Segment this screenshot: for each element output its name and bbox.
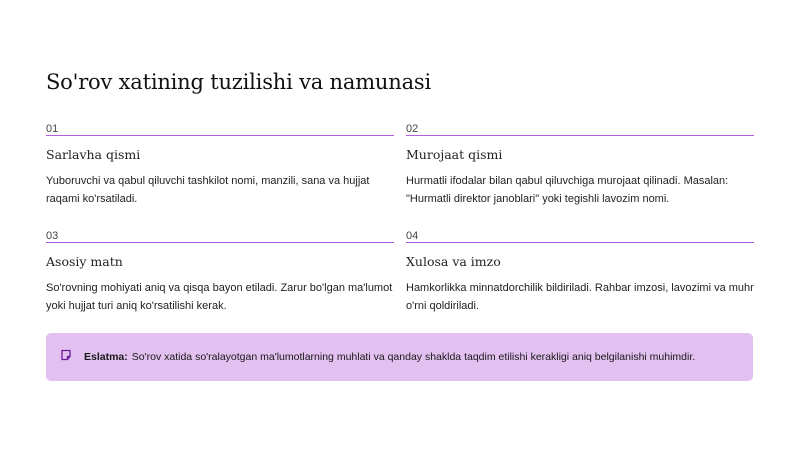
section-divider — [46, 135, 394, 136]
section-divider — [406, 242, 754, 243]
note-text: So'rov xatida so'ralayotgan ma'lumotlarning muhlati va qanday shaklda taqdim etilishi kerakligi aniq belgilanishi muhimdir. — [131, 351, 696, 363]
section-number — [46, 230, 394, 244]
section-text: Yuboruvchi va qabul qiluvchi tashkilot nomi, manzili, sana va hujjat raqami ko'rsatiladi. — [46, 175, 370, 205]
note-icon — [60, 349, 72, 361]
section-text: So'rovning mohiyati aniq va qisqa bayon etiladi. Zarur bo'lgan ma'lumot yoki hujjat turi aniq ko'rsatilishi kerak. — [46, 282, 393, 312]
section-number-label: 03 — [46, 230, 59, 242]
section-text: Hurmatli ifodalar bilan qabul qiluvchiga murojaat qilinadi. Masalan: "Hurmatli direktor janoblari" yoki tegishli lavozim nomi. — [406, 175, 729, 205]
section-text: Hamkorlikka minnatdorchilik bildiriladi. Rahbar imzosi, lavozimi va muhr o'rni qoldiriladi. — [406, 282, 754, 312]
section-number — [406, 230, 754, 244]
section-number-label: 04 — [406, 230, 419, 242]
section-number-label: 02 — [406, 123, 419, 135]
note-label: Eslatma: — [84, 351, 128, 363]
section-card — [46, 230, 394, 315]
note-box — [46, 333, 753, 381]
section-card — [406, 123, 754, 208]
section-card — [406, 230, 754, 315]
section-card — [46, 123, 394, 208]
section-title: Asosiy matn — [46, 254, 123, 269]
section-number — [46, 123, 394, 137]
section-divider — [46, 242, 394, 243]
section-title: Xulosa va imzo — [406, 254, 501, 269]
page-title: So'rov xatining tuzilishi va namunasi — [46, 70, 431, 94]
section-number-label: 01 — [46, 123, 59, 135]
section-title: Murojaat qismi — [406, 147, 503, 162]
section-title: Sarlavha qismi — [46, 147, 141, 162]
section-number — [406, 123, 754, 137]
section-divider — [406, 135, 754, 136]
